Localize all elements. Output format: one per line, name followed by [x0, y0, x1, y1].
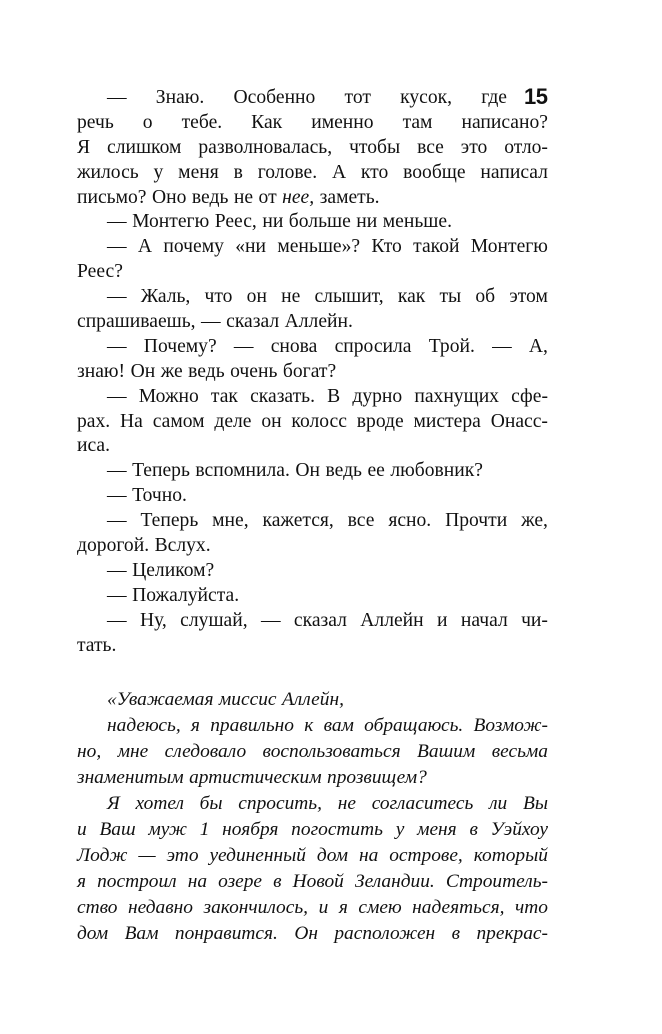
text-line: жилось у меня в голове. А кто вообще написал	[77, 161, 548, 183]
text-line: Я слишком разволновалась, чтобы все это отло-	[77, 136, 548, 158]
text-line: я построил на озере в Новой Зеландии. Строитель-	[77, 871, 548, 892]
text-line: — Можно так сказать. В дурно пахнущих сфе-	[107, 385, 548, 407]
text-line: — Ну, слушай, — сказал Аллейн и начал чи-	[107, 609, 548, 631]
text-line: знаменитым артистическим прозвищем?	[77, 767, 427, 788]
text-line: — Жаль, что он не слышит, как ты об этом	[107, 286, 548, 308]
dialogue-text	[77, 86, 548, 658]
text-line: надеюсь, я правильно к вам обращаюсь. Возмож-	[107, 715, 548, 736]
text-line: — Монтегю Реес, ни больше ни меньше.	[107, 211, 452, 233]
page-number: 15	[524, 84, 548, 109]
text-line: но, мне следовало воспользоваться Вашим весьма	[77, 741, 548, 762]
text-line: — Пожалуйста.	[107, 584, 240, 606]
text-line: рах. На самом деле он колосс вроде мистера Онасс-	[77, 410, 548, 432]
text-line: ство недавно закончилось, и я смею надеяться, что	[77, 897, 548, 918]
text-line: речь о тебе. Как именно там написано?	[77, 111, 548, 133]
text-line: — Знаю. Особенно тот кусок, где	[107, 87, 507, 108]
text-line: тать.	[77, 634, 117, 656]
text-line: — А почему «ни меньше»? Кто такой Монтегю	[107, 236, 548, 258]
text-line: Реес?	[77, 261, 123, 283]
text-line: — Теперь мне, кажется, все ясно. Прочти же,	[107, 510, 548, 532]
text-line: — Точно.	[107, 485, 187, 507]
text-line: Я хотел бы спросить, не согласитесь ли Вы	[107, 793, 548, 814]
text-line: знаю! Он же ведь очень богат?	[77, 360, 337, 382]
text-line: — Почему? — снова спросила Трой. — А,	[107, 335, 548, 357]
text-line: иса.	[77, 435, 111, 457]
text-line: спрашиваешь, — сказал Аллейн.	[77, 311, 353, 333]
text-line: письмо? Оно ведь не от нее, заметь.	[77, 186, 380, 208]
text-line: «Уважаемая миссис Аллейн,	[107, 689, 344, 710]
text-line: — Теперь вспомнила. Он ведь ее любовник?	[107, 460, 483, 482]
text-line: — Целиком?	[107, 559, 215, 581]
text-line: дом Вам понравится. Он расположен в прекрас-	[77, 923, 548, 944]
text-line: и Ваш муж 1 ноября погостить у меня в Уэйхоу	[77, 819, 548, 840]
text-line: дорогой. Вслух.	[77, 535, 211, 557]
letter-text	[77, 687, 548, 947]
text-line: Лодж — это уединенный дом на острове, который	[77, 845, 548, 866]
